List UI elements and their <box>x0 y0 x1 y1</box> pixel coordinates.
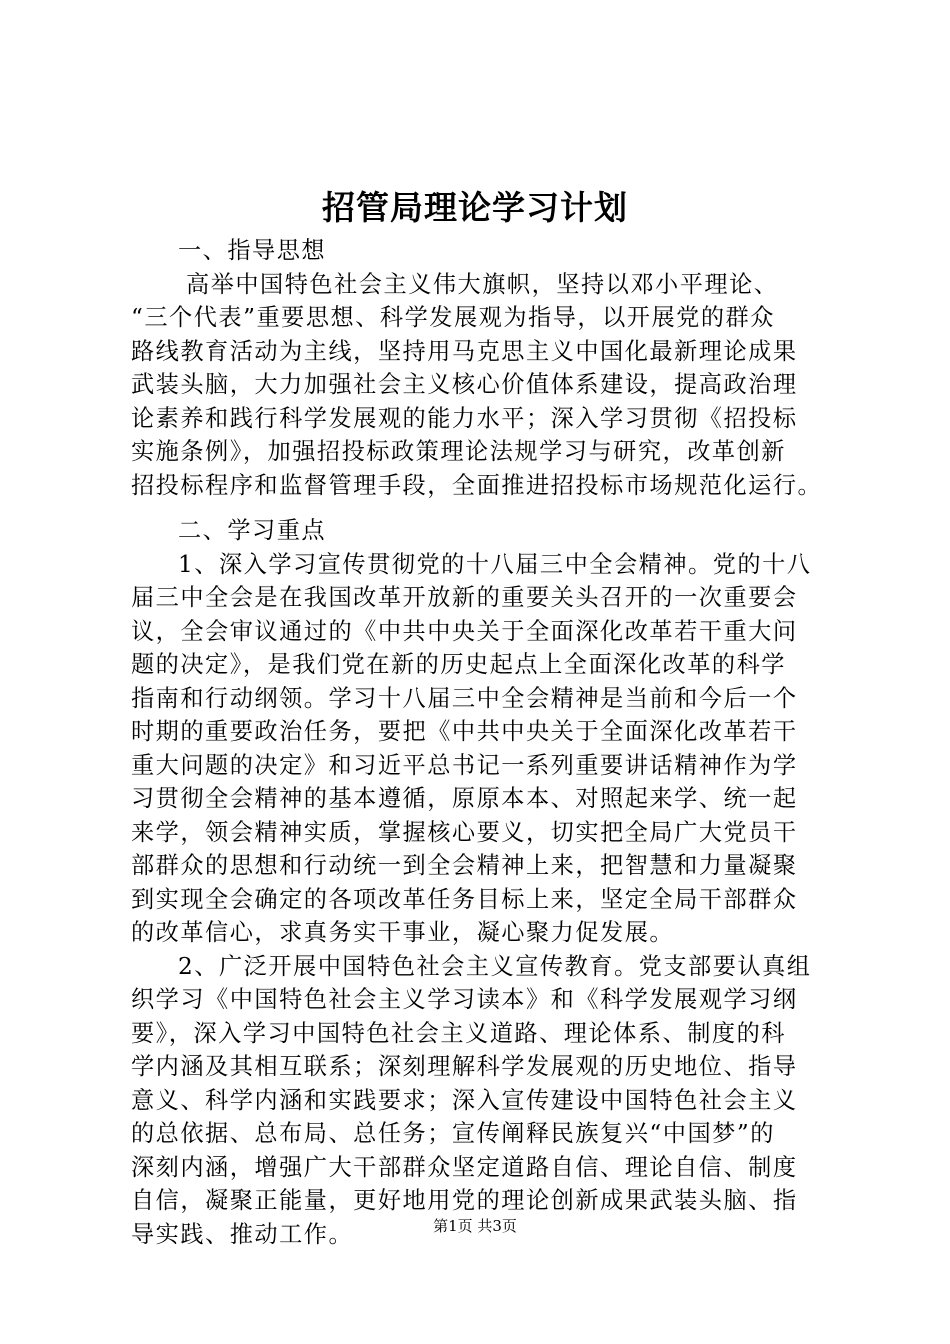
paragraph-line: 意义、科学内涵和实践要求；深入宣传建设中国特色社会主义 <box>131 1086 798 1114</box>
paragraph-line: 部群众的思想和行动统一到全会精神上来，把智慧和力量凝聚 <box>131 852 798 879</box>
paragraph-line: 实施条例》，加强招投标政策理论法规学习与研究，改革创新 <box>131 438 786 465</box>
paragraph-line: “三个代表”重要思想、科学发展观为指导，以开展党的群众 <box>131 304 775 331</box>
page-number-footer: 第1页 共3页 <box>433 1217 517 1235</box>
paragraph-line: 来学，领会精神实质，掌握核心要义，切实把全局广大党员干 <box>131 818 798 846</box>
paragraph-line: 学内涵及其相互联系；深刻理解科学发展观的历史地位、指导 <box>131 1053 798 1080</box>
paragraph-line: 高举中国特色社会主义伟大旗帜，坚持以邓小平理论、 <box>186 270 779 298</box>
paragraph-line: 导实践、推动工作。 <box>131 1220 354 1248</box>
paragraph-line: 论素养和践行科学发展观的能力水平；深入学习贯彻《招投标 <box>131 404 798 432</box>
paragraph-line: 武装头脑，大力加强社会主义核心价值体系建设，提高政治理 <box>131 371 798 398</box>
paragraph-line: 的改革信心，求真务实干事业，凝心聚力促发展。 <box>131 919 675 946</box>
paragraph-line: 1、深入学习宣传贯彻党的十八届三中全会精神。党的十八 <box>178 550 812 578</box>
paragraph-line: 路线教育活动为主线，坚持用马克思主义中国化最新理论成果 <box>131 337 798 365</box>
document-body <box>131 234 841 1251</box>
paragraph-line: 要》，深入学习中国特色社会主义道路、理论体系、制度的科 <box>131 1019 786 1047</box>
section-heading-study-focus: 二、学习重点 <box>178 517 327 544</box>
section-heading-guiding-ideology: 一、指导思想 <box>178 237 327 264</box>
paragraph-line: 指南和行动纲领。学习十八届三中全会精神是当前和今后一个 <box>131 684 798 712</box>
paragraph-line: 招投标程序和监督管理手段，全面推进招投标市场规范化运行。 <box>131 471 823 499</box>
paragraph-line: 题的决定》，是我们党在新的历史起点上全面深化改革的科学 <box>131 651 786 678</box>
paragraph-line: 重大问题的决定》和习近平总书记一系列重要讲话精神作为学 <box>131 751 798 779</box>
paragraph-line: 到实现全会确定的各项改革任务目标上来，坚定全局干部群众 <box>131 885 798 913</box>
document-title: 招管局理论学习计划 <box>322 188 628 227</box>
paragraph-line: 自信，凝聚正能量，更好地用党的理论创新成果武装头脑、指 <box>131 1187 798 1214</box>
paragraph-line: 习贯彻全会精神的基本遵循，原原本本、对照起来学、统一起 <box>131 785 798 812</box>
paragraph-line: 深刻内涵，增强广大干部群众坚定道路自信、理论自信、制度 <box>131 1153 798 1181</box>
paragraph-line: 时期的重要政治任务，要把《中共中央关于全面深化改革若干 <box>131 718 798 745</box>
paragraph-line: 议，全会审议通过的《中共中央关于全面深化改革若干重大问 <box>131 617 798 645</box>
paragraph-line: 届三中全会是在我国改革开放新的重要关头召开的一次重要会 <box>131 584 798 611</box>
paragraph-line: 2、广泛开展中国特色社会主义宣传教育。党支部要认真组 <box>178 952 812 980</box>
paragraph-line: 的总依据、总布局、总任务；宣传阐释民族复兴“中国梦”的 <box>131 1120 775 1147</box>
paragraph-spacer <box>131 502 841 514</box>
paragraph-line: 织学习《中国特色社会主义学习读本》和《科学发展观学习纲 <box>131 986 798 1013</box>
